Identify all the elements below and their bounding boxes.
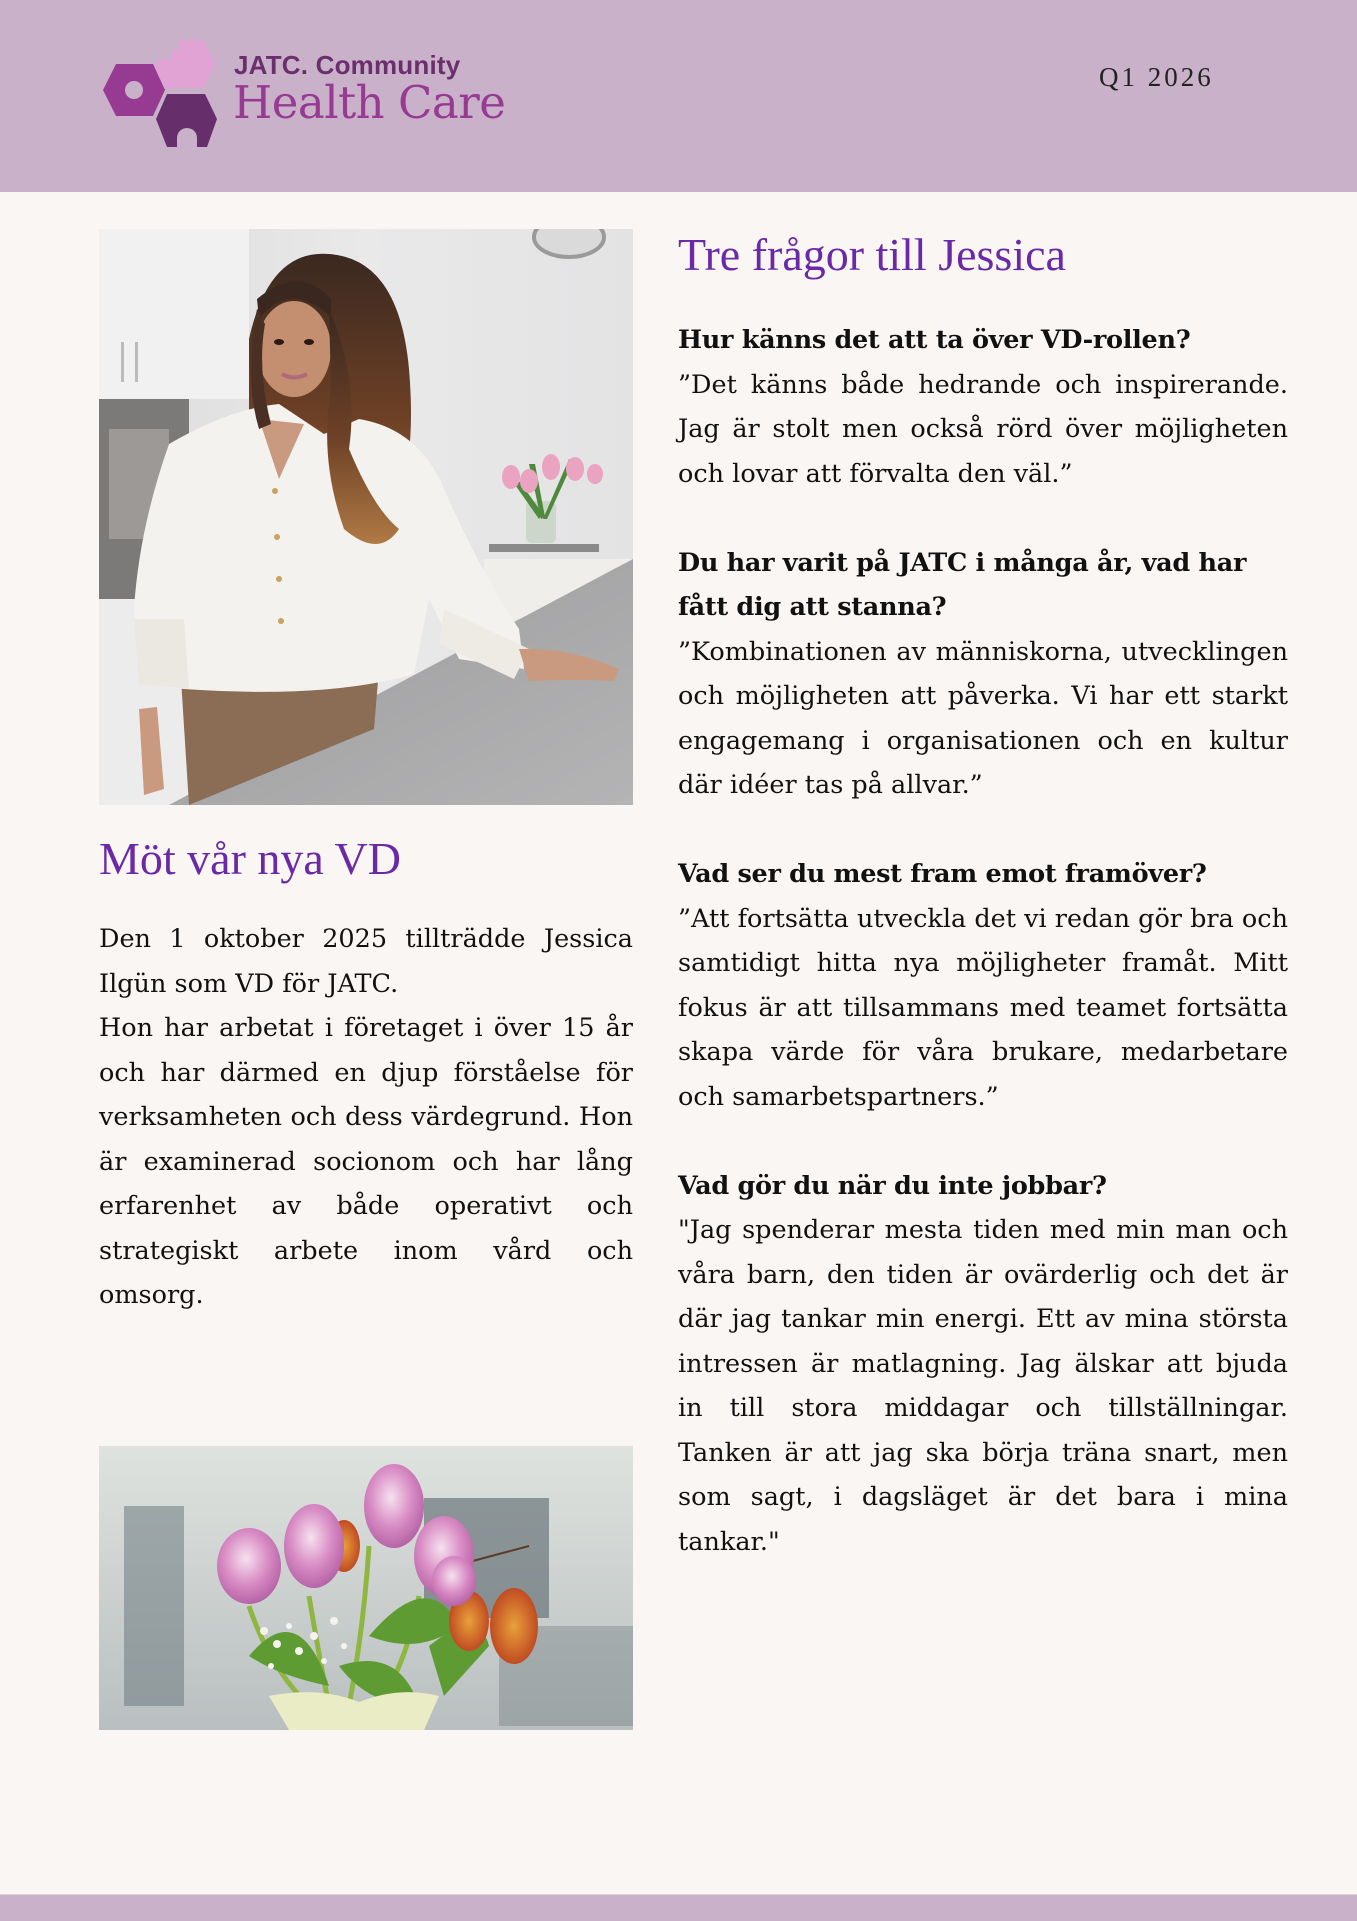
qa-answer: ”Det känns både hedrande och inspirerande. Jag är stolt men också rörd över möjligheten och lovar att förvalta den väl.” xyxy=(678,369,1288,489)
logo-text-community: JATC. Community xyxy=(234,50,461,80)
qa-answer: "Jag spenderar mesta tiden med min man och våra barn, den tiden är ovärderlig och det är där jag tankar min energi. Ett av mina största intressen är matlagning. Jag älskar att bjuda in till stora middagar och tillställningar. Tanken är att jag ska börja träna snart, men som sagt, i dagsläget är det bara i mina tankar." xyxy=(678,1215,1288,1557)
issue-label: Q1 2026 xyxy=(1099,62,1214,92)
intro-paragraph: Hon har arbetat i företaget i över 15 år och har därmed en djup förståelse för verksamheten och dess värdegrund. Hon är examinerad socionom och har lång erfarenhet av både operativt och strategiskt arbete inom vård och omsorg. xyxy=(99,1013,633,1310)
flowers-photo xyxy=(99,1446,633,1730)
logo-hexagons-icon xyxy=(99,26,223,150)
header-band xyxy=(0,0,1357,192)
qa-item xyxy=(678,318,1288,496)
portrait-photo xyxy=(99,229,633,805)
qa-question: Hur känns det att ta över VD-rollen? xyxy=(678,325,1191,355)
interview-qa xyxy=(678,318,1288,1609)
qa-item xyxy=(678,1164,1288,1565)
intro-text xyxy=(99,917,633,1318)
footer-band xyxy=(0,1894,1357,1921)
intro-paragraph: Den 1 oktober 2025 tillträdde Jessica Ilgün som VD för JATC. xyxy=(99,924,633,999)
logo-text-health-care: Health Care xyxy=(233,76,506,129)
qa-answer: ”Att fortsätta utveckla det vi redan gör bra och samtidigt hitta nya möjligheter framåt. Mitt fokus är att tillsammans med teamet fortsätta skapa värde för våra brukare, medarbetare och samarbetspartners.” xyxy=(678,903,1288,1112)
qa-answer: ”Kombinationen av människorna, utvecklingen och möjligheten att påverka. Vi har ett starkt engagemang i organisationen och en kultur där idéer tas på allvar.” xyxy=(678,636,1288,800)
qa-item xyxy=(678,852,1288,1119)
qa-question: Vad ser du mest fram emot framöver? xyxy=(678,859,1207,889)
qa-question: Vad gör du när du inte jobbar? xyxy=(678,1170,1107,1201)
section-heading-three-questions: Tre frågor till Jessica xyxy=(678,229,1066,280)
section-heading-meet-ceo: Möt vår nya VD xyxy=(99,833,401,884)
qa-item xyxy=(678,541,1288,808)
qa-question: Du har varit på JATC i många år, vad har fått dig att stanna? xyxy=(678,547,1247,622)
